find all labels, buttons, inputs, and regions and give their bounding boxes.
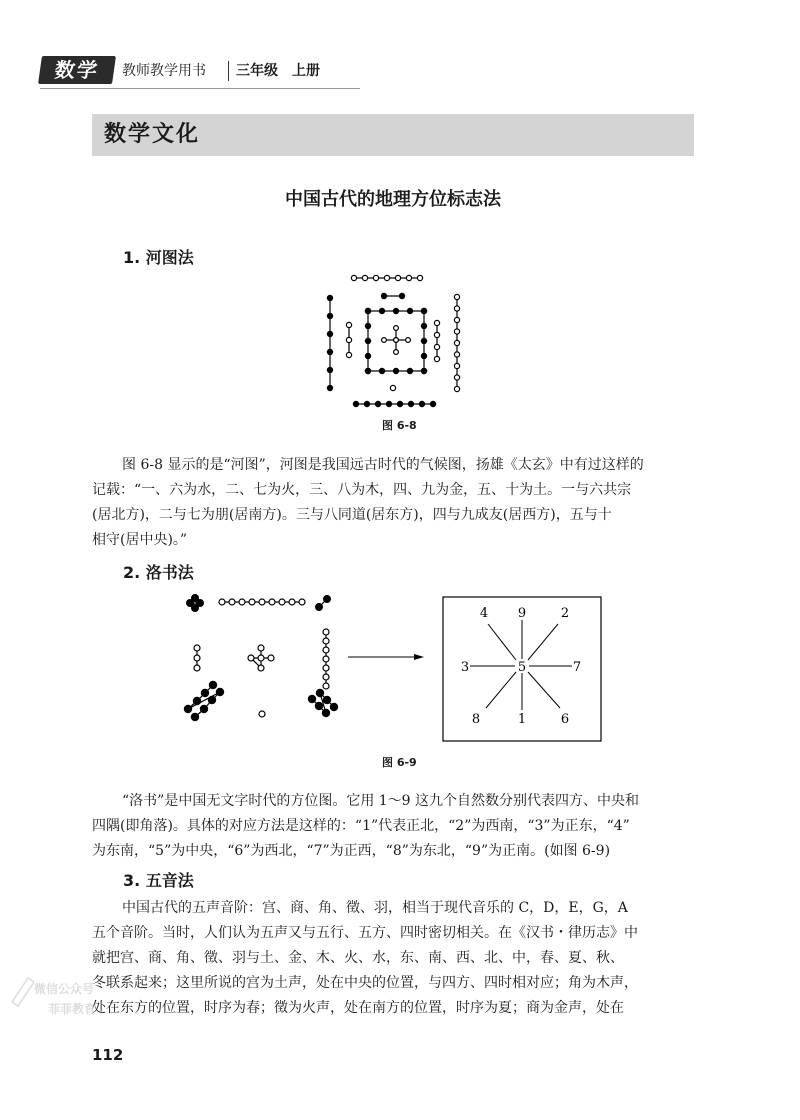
section-heading-wuyin: 3. 五音法 (123, 871, 194, 890)
luoshu-1-open (259, 711, 265, 717)
section-banner (92, 114, 694, 156)
number-7: 7 (572, 660, 582, 675)
luoshu-5-open (248, 645, 274, 671)
hetu-top-2-filled (381, 293, 404, 298)
header-rule (40, 88, 360, 89)
paragraph-line: 处在东方的位置，时序为春；徵为火声，处在南方的位置，时序为夏；商为金声，处在 (92, 1000, 624, 1016)
hetu-top-7-open (351, 275, 422, 280)
paragraph-line: 四隅(即角落)。具体的对应方法是这样的：“1”代表正北，“2”为西南，“3”为正东，“4” (92, 818, 630, 834)
paragraph-line: 就把宫、商、角、徵、羽与土、金、木、火、水，东、南、西、北、中，春、夏、秋、 (92, 950, 624, 966)
paragraph-line: (居北方)，二与七为朋(居南方)。三与八同道(居东方)，四与九成友(居西方)，五与十 (92, 507, 612, 523)
page-number: 112 (92, 1046, 124, 1064)
figure-6-8-caption: 图 6-8 (382, 419, 417, 432)
number-3: 3 (460, 660, 470, 675)
hetu-inner-top-5-filled (365, 308, 426, 313)
running-header (40, 52, 320, 88)
section-heading-luoshu: 2. 洛书法 (123, 563, 194, 582)
section-heading-hetu: 1. 河图法 (123, 248, 194, 267)
luoshu-2-filled (316, 596, 331, 611)
watermark-line-2: 菲菲教育 (48, 1002, 97, 1016)
luoshu-9-open (219, 599, 305, 605)
paragraph-line: 图 6-8 显示的是“河图”，河图是我国远古时代的气候图，扬雄《太玄》中有过这样的 (122, 457, 644, 473)
hetu-bottom-1-open (390, 385, 395, 390)
hetu-right-9-open (454, 294, 459, 391)
ray-sw (486, 672, 516, 708)
ray-ne (528, 624, 558, 660)
hetu-left-3-open (346, 322, 351, 357)
paragraph-line: “洛书”是中国无文字时代的方位图。它用 1～9 这九个自然数分别代表四方、中央和 (122, 793, 640, 809)
luoshu-7-open (323, 629, 329, 689)
hetu-left-6-filled (327, 295, 332, 390)
number-4: 4 (479, 606, 489, 621)
luoshu-6-filled (308, 689, 337, 716)
article-title: 中国古代的地理方位标志法 (285, 189, 501, 210)
luoshu-3-open (194, 645, 200, 671)
number-5: 5 (517, 660, 527, 675)
ray-nw (488, 624, 516, 660)
paragraph-line: 为东南，“5”为中央，“6”为西北，“7”为正西，“8”为东北，“9”为正南。(如图 6-9) (92, 843, 611, 859)
watermark (8, 966, 118, 1026)
hetu-bottom-8-filled (353, 401, 435, 406)
paragraph-line: 相守(居中央)。” (92, 532, 188, 548)
number-9: 9 (517, 606, 527, 621)
watermark-line-1: 微信公众号 (34, 982, 95, 996)
number-8: 8 (471, 712, 481, 727)
hetu-inner-bottom-5-filled (365, 368, 426, 373)
luoshu-8-filled (184, 681, 223, 720)
paragraph-line: 冬联系起来；这里所说的宫为土声，处在中央的位置，与四方、四时相对应；角为木声， (92, 975, 638, 991)
figure-6-9-luoshu-diagram (180, 588, 610, 748)
hetu-right-4-open (434, 320, 439, 361)
paragraph-line: 记载：“一、六为水，二、七为火，三、八为木，四、九为金，五、十为土。一与六共宗 (92, 482, 632, 498)
paragraph-line: 五个音阶。当时，人们认为五声又与五行、五方、四时密切相关。在《汉书・律历志》中 (92, 925, 638, 941)
number-1: 1 (517, 712, 527, 727)
hetu-inner-right-5-filled (421, 308, 426, 373)
luoshu-4-filled (187, 595, 204, 612)
banner-title: 数学文化 (104, 122, 201, 147)
ray-se (528, 672, 560, 708)
figure-6-8-hetu-diagram (318, 268, 470, 414)
paragraph-wuyin (92, 896, 698, 1021)
paragraph-hetu (92, 453, 698, 553)
hetu-inner-left-5-filled (365, 308, 370, 373)
number-6: 6 (560, 712, 570, 727)
hetu-center-h (382, 338, 411, 343)
figure-6-9-caption: 图 6-9 (382, 756, 417, 769)
paragraph-luoshu (92, 789, 698, 864)
arrow-head (414, 654, 424, 660)
math-logo: 数学 (38, 56, 116, 84)
paragraph-line: 中国古代的五声音阶：宫、商、角、徵、羽，相当于现代音乐的 C，D，E，G，A (122, 900, 628, 916)
book-title: 教师教学用书 (122, 63, 206, 79)
grade-label: 三年级 上册 (236, 63, 320, 79)
number-2: 2 (560, 606, 570, 621)
header-divider (228, 61, 229, 81)
